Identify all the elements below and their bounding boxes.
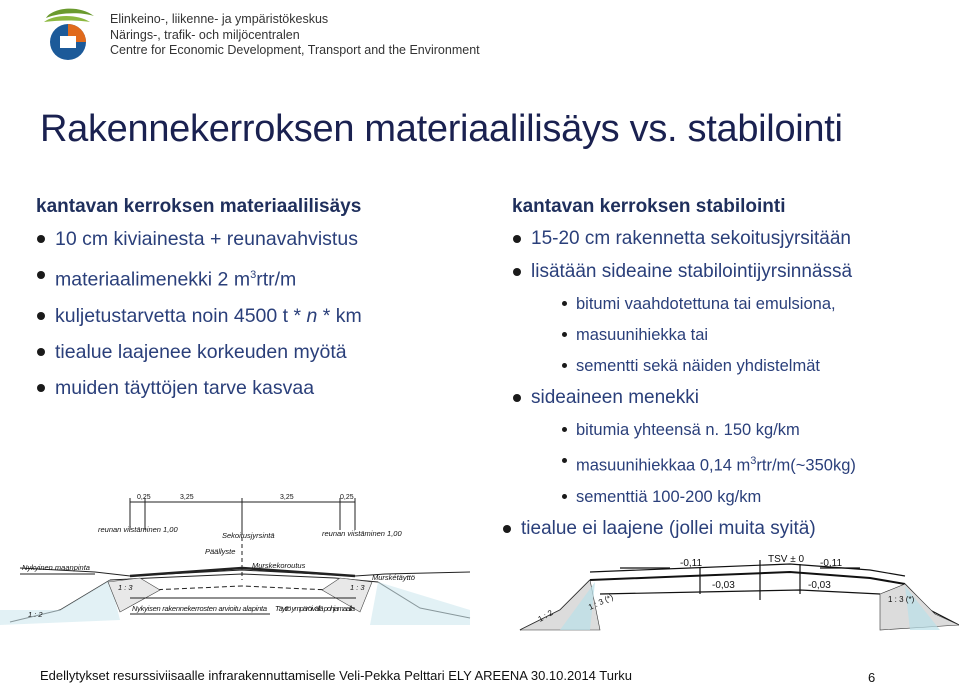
left-bullet — [36, 227, 476, 251]
footer-text: Edellytykset resurssiviisaalle infrarakennuttamiselle Veli-Pekka Pelttari ELY AREENA 30.10.2014 Turku — [40, 668, 633, 683]
drawing-label: 1 : 3 (*) — [587, 592, 615, 612]
drawing-label: reunan viistäminen 1,00 — [98, 525, 178, 534]
bullet-text: * km — [317, 304, 362, 327]
right-subbullet: bitumi vaahdotettuna tai emulsiona, — [512, 293, 957, 315]
drawing-label: Sekoitusjyrsintä — [222, 531, 275, 540]
dim-label: 3,25 — [280, 494, 294, 501]
left-heading: kantavan kerroksen materiaalilisäys — [36, 196, 362, 217]
right-bullet: 15-20 cm rakennetta sekoitusjyrsitään — [512, 227, 957, 251]
left-dimension-labels — [137, 494, 354, 501]
drawing-label: reunan viistäminen 1,00 — [322, 529, 402, 538]
left-bullet — [36, 376, 476, 400]
superscript: 3 — [750, 455, 757, 467]
slide-title: Rakennekerroksen materiaalilisäys vs. stabilointi — [40, 108, 843, 150]
italic-n: n — [306, 304, 318, 327]
right-subbullet: masuunihiekka tai — [512, 324, 957, 346]
page-number: 6 — [868, 670, 876, 685]
drawing-label: 1 : 3 — [350, 583, 365, 592]
bullet-text: materiaalimenekki 2 m — [55, 268, 251, 291]
bullet-text: kuljetustarvetta noin 4500 t * — [55, 304, 307, 327]
left-bullet — [36, 263, 476, 292]
subbullet-text: masuunihiekkaa 0,14 m — [576, 456, 751, 475]
drawing-label: Nykyisen rakennekerrosten arvioitu alapinta — [132, 604, 267, 613]
right-subbullet: sementti sekä näiden yhdistelmät — [512, 355, 957, 377]
drawing-label: -0,11 — [680, 558, 703, 569]
drawing-label: 1 : 3 (*) — [888, 595, 915, 604]
bullet-text: rtr/m — [256, 268, 297, 291]
road-cross-section-drawings — [0, 490, 959, 650]
right-bullet: lisätään sideaine stabilointijyrsinnässä — [512, 260, 957, 284]
org-line-sv: Närings-, trafik- och miljöcentralen — [110, 27, 300, 42]
drawing-label: Täyttö ympäröivällä pohjamaalla — [275, 604, 355, 613]
drawing-label: Päällyste — [205, 547, 236, 556]
left-bullet — [36, 304, 476, 328]
drawing-label: Murskekoroutus — [252, 561, 306, 570]
dim-label: 0,25 — [340, 494, 354, 501]
subbullet-text: rtr/m(~350kg) — [756, 456, 856, 475]
bullet-text: muiden täyttöjen tarve kasvaa — [55, 376, 315, 399]
organization-name — [110, 12, 480, 59]
org-line-fi: Elinkeino-, liikenne- ja ympäristökeskus — [110, 12, 329, 26]
drawing-label: 1 : 2 — [28, 610, 43, 619]
drawing-label: 1 : 3 — [118, 583, 133, 592]
right-bullet: sideaineen menekki — [512, 386, 957, 410]
dim-label: 0,25 — [137, 494, 151, 501]
drawing-label: Murskétäyttö — [372, 573, 415, 582]
bullet-text: tiealue laajenee korkeuden myötä — [55, 340, 347, 363]
bullet-text: 10 cm kiviainesta + reunavahvistus — [55, 228, 358, 250]
ely-logo — [38, 6, 100, 64]
drawing-label: Nykyinen maanpinta — [22, 563, 90, 572]
org-line-en: Centre for Economic Development, Transport and the Environment — [110, 43, 480, 57]
right-subbullet — [512, 450, 957, 477]
drawing-label: -0,11 — [820, 558, 843, 569]
superscript: 3 — [250, 269, 257, 281]
drawing-label: -0,03 — [808, 580, 831, 591]
left-bullet — [36, 340, 476, 364]
drawing-label: TSV ± 0 — [768, 554, 805, 565]
drawing-label: -0,03 — [712, 580, 735, 591]
right-heading: kantavan kerroksen stabilointi — [512, 196, 786, 217]
dim-label: 3,25 — [180, 494, 194, 501]
drawing-label: 1 : 2 — [536, 608, 555, 624]
right-subbullet: bitumia yhteensä n. 150 kg/km — [512, 419, 957, 441]
right-bullet: tiealue ei laajene (jollei muita syitä) — [502, 517, 957, 541]
right-subbullet: sementtiä 100-200 kg/km — [512, 486, 957, 508]
left-column — [36, 196, 476, 412]
